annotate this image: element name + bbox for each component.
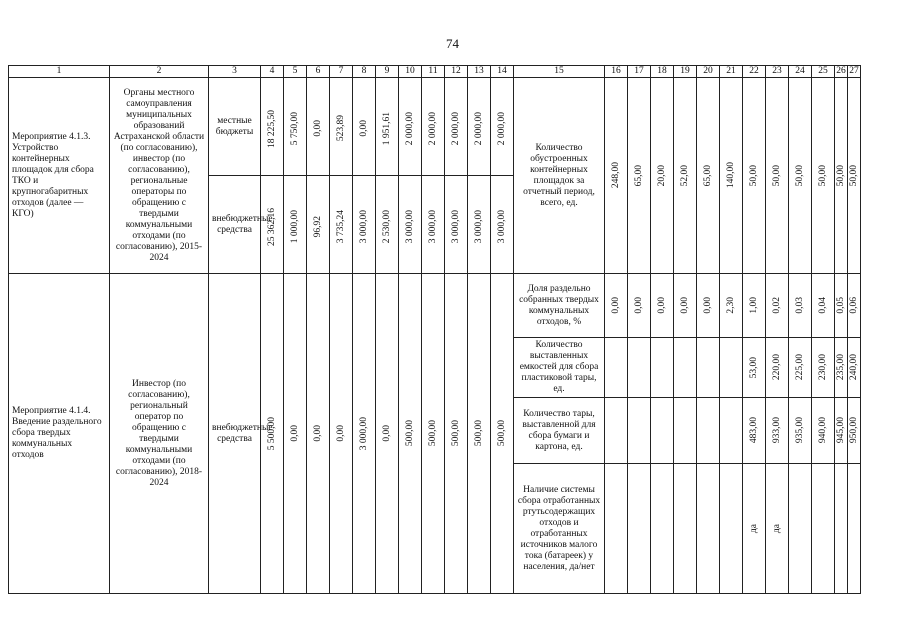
funding-414-cell [491, 274, 514, 594]
indicator-414-value: 235,00 [836, 354, 846, 381]
funding-local-value: 18 225,50 [267, 109, 277, 148]
indicator-414-value: 220,00 [772, 354, 782, 381]
indicator-414-value: 940,00 [818, 417, 828, 444]
col-number: 20 [697, 66, 720, 78]
funding-local-cell [261, 78, 284, 176]
indicator-414-value: 935,00 [795, 417, 805, 444]
page-number: 74 [446, 36, 459, 51]
indicator-414-cell [812, 338, 835, 398]
indicator-414-cell [674, 274, 697, 338]
col-number: 25 [812, 66, 835, 78]
indicator-413-cell [628, 78, 651, 274]
indicator-414-value: 240,00 [849, 354, 859, 381]
indicator-413-cell [743, 78, 766, 274]
funding-source-local: местные бюджеты [209, 78, 261, 176]
funding-414-cell [468, 274, 491, 594]
funding-source-414: внебюджетные средства [209, 274, 261, 594]
indicator-413-name: Количество обустроенных контейнерных площадок за отчетный период, всего, ед. [514, 78, 605, 274]
indicator-414-cell [720, 274, 743, 338]
funding-extra-cell [330, 176, 353, 274]
indicator-414-cell [720, 338, 743, 398]
col-number: 18 [651, 66, 674, 78]
indicator-414-cell [651, 274, 674, 338]
funding-extra-value: 3 735,24 [336, 209, 346, 244]
funding-extra-cell [353, 176, 376, 274]
col-number: 3 [209, 66, 261, 78]
funding-extra-cell [261, 176, 284, 274]
funding-extra-value: 96,92 [313, 215, 323, 238]
funding-local-cell [307, 78, 330, 176]
indicator-413-value: 50,00 [795, 164, 805, 187]
indicator-413-value: 52,00 [680, 164, 690, 187]
indicator-414-cell [697, 274, 720, 338]
indicator-414-cell [674, 398, 697, 464]
funding-extra-cell [422, 176, 445, 274]
indicator-413-cell [605, 78, 628, 274]
funding-414-value: 0,00 [313, 425, 323, 442]
indicator-414-cell [789, 338, 812, 398]
col-number: 19 [674, 66, 697, 78]
indicator-414-value: 0,05 [836, 297, 846, 314]
funding-414-cell [330, 274, 353, 594]
indicator-413-value: 50,00 [749, 164, 759, 187]
indicator-414-cell [605, 338, 628, 398]
header-row [9, 66, 861, 78]
funding-extra-value: 3 000,00 [451, 209, 461, 244]
indicator-414-value: 933,00 [772, 417, 782, 444]
indicator-414-cell [789, 464, 812, 594]
funding-extra-value: 3 000,00 [428, 209, 438, 244]
indicator-413-cell [848, 78, 861, 274]
indicator-414-cell [720, 398, 743, 464]
funding-local-cell [491, 78, 514, 176]
funding-extra-value: 25 362,16 [267, 207, 277, 246]
indicator-414-cell [605, 274, 628, 338]
funding-414-value: 0,00 [382, 425, 392, 442]
funding-extra-cell [445, 176, 468, 274]
indicator-413-value: 50,00 [818, 164, 828, 187]
funding-local-cell [284, 78, 307, 176]
col-number: 17 [628, 66, 651, 78]
col-number: 24 [789, 66, 812, 78]
indicator-414-cell [674, 338, 697, 398]
measures-table [8, 65, 861, 594]
indicator-414-cell [766, 464, 789, 594]
col-number: 21 [720, 66, 743, 78]
col-number: 27 [849, 66, 859, 76]
indicator-414-value: 0,00 [634, 297, 644, 314]
funding-extra-cell [376, 176, 399, 274]
funding-local-cell [353, 78, 376, 176]
indicator-414-cell [743, 274, 766, 338]
funding-414-value: 500,00 [405, 420, 415, 447]
measure-413-name: Мероприятие 4.1.3. Устройство контейнерных площадок для сбора ТКО и крупногабаритных отходов (далее — КГО) [9, 78, 110, 274]
indicator-413-cell [720, 78, 743, 274]
indicator-414-value: да [772, 523, 782, 534]
indicator-414-value: 1,00 [749, 297, 759, 314]
funding-local-cell [468, 78, 491, 176]
indicator-413-value: 50,00 [772, 164, 782, 187]
funding-local-cell [330, 78, 353, 176]
indicator-414-value: 950,00 [849, 417, 859, 444]
indicator-414-cell [720, 464, 743, 594]
indicator-414-cell [628, 398, 651, 464]
measure-414-name: Мероприятие 4.1.4. Введение раздельного сбора твердых коммунальных отходов [9, 274, 110, 594]
indicator-414-cell [697, 398, 720, 464]
indicator-414-cell [835, 398, 848, 464]
col-number: 26 [836, 66, 846, 76]
col-number: 1 [9, 66, 110, 78]
funding-extra-cell [399, 176, 422, 274]
indicator-414-value: 0,03 [795, 297, 805, 314]
col-number: 6 [307, 66, 330, 78]
indicator-414-cell [812, 464, 835, 594]
indicator-413-cell [674, 78, 697, 274]
funding-local-cell [376, 78, 399, 176]
measure-413-row-local [9, 78, 861, 176]
col-number: 15 [514, 66, 605, 78]
col-number: 7 [330, 66, 353, 78]
col-number: 14 [491, 66, 514, 78]
indicator-414-value: 225,00 [795, 354, 805, 381]
indicator-413-cell [835, 78, 848, 274]
funding-414-value: 500,00 [497, 420, 507, 447]
funding-extra-value: 1 000,00 [290, 209, 300, 244]
col-number: 16 [605, 66, 628, 78]
indicator-414-cell [697, 464, 720, 594]
indicator-414-value: 0,00 [657, 297, 667, 314]
col-number: 8 [353, 66, 376, 78]
indicator-414-value: 2,30 [726, 297, 736, 314]
indicator-414-cell [743, 464, 766, 594]
indicator-414-cell [628, 464, 651, 594]
indicator-414-cell [848, 274, 861, 338]
indicator-414-cell [835, 338, 848, 398]
indicator-413-cell [697, 78, 720, 274]
indicator-414-cell [848, 398, 861, 464]
indicator-414-cell [674, 464, 697, 594]
indicator-414-cell [743, 398, 766, 464]
indicator-414-cell [651, 464, 674, 594]
funding-local-value: 2 000,00 [497, 111, 507, 146]
indicator-414-value: 0,02 [772, 297, 782, 314]
indicator-414-cell [812, 398, 835, 464]
funding-414-value: 0,00 [336, 425, 346, 442]
indicator-414-cell [848, 464, 861, 594]
funding-414-value: 5 500,00 [267, 416, 277, 451]
indicator-414-cell [651, 398, 674, 464]
funding-414-cell [284, 274, 307, 594]
indicator-414-value: 945,00 [836, 417, 846, 444]
indicator-414-value: 53,00 [749, 356, 759, 379]
indicator-414-cell [848, 338, 861, 398]
indicator-414-value: 0,04 [818, 297, 828, 314]
measure-414-row-1 [9, 274, 861, 338]
funding-414-cell [445, 274, 468, 594]
indicator-414-cell [628, 338, 651, 398]
funding-extra-value: 3 000,00 [405, 209, 415, 244]
col-number: 10 [399, 66, 422, 78]
indicator-414-name: Количество тары, выставленной для сбора бумаги и картона, ед. [514, 398, 605, 464]
indicator-413-value: 140,00 [726, 162, 736, 189]
indicator-414-cell [812, 274, 835, 338]
funding-local-value: 2 000,00 [474, 111, 484, 146]
indicator-413-value: 50,00 [836, 164, 846, 187]
funding-414-cell [376, 274, 399, 594]
indicator-414-value: 483,00 [749, 417, 759, 444]
indicator-414-value: 0,06 [849, 297, 859, 314]
col-number: 11 [422, 66, 445, 78]
funding-extra-cell [468, 176, 491, 274]
funding-local-cell [422, 78, 445, 176]
funding-local-cell [445, 78, 468, 176]
funding-414-cell [353, 274, 376, 594]
indicator-414-cell [766, 398, 789, 464]
indicator-414-cell [605, 398, 628, 464]
funding-414-cell [399, 274, 422, 594]
funding-extra-cell [284, 176, 307, 274]
indicator-414-cell [743, 338, 766, 398]
indicator-413-cell [789, 78, 812, 274]
funding-414-value: 500,00 [474, 420, 484, 447]
indicator-414-cell [628, 274, 651, 338]
funding-414-value: 3 000,00 [359, 416, 369, 451]
indicator-414-cell [835, 274, 848, 338]
col-number: 5 [284, 66, 307, 78]
indicator-414-cell [766, 338, 789, 398]
funding-414-cell [307, 274, 330, 594]
indicator-413-cell [766, 78, 789, 274]
funding-414-cell [422, 274, 445, 594]
indicator-414-name: Количество выставленных емкостей для сбора пластиковой тары, ед. [514, 338, 605, 398]
funding-extra-value: 2 530,00 [382, 209, 392, 244]
funding-source-extra: внебюджетные средства [209, 176, 261, 274]
funding-extra-cell [307, 176, 330, 274]
funding-local-value: 0,00 [359, 120, 369, 137]
funding-local-value: 523,89 [336, 115, 346, 142]
funding-414-value: 500,00 [428, 420, 438, 447]
indicator-414-name: Доля раздельно собранных твердых коммунальных отходов, % [514, 274, 605, 338]
col-number: 22 [743, 66, 766, 78]
indicator-414-value: 0,00 [703, 297, 713, 314]
indicator-413-value: 65,00 [634, 164, 644, 187]
funding-extra-value: 3 000,00 [474, 209, 484, 244]
funding-414-value: 500,00 [451, 420, 461, 447]
indicator-413-value: 50,00 [849, 164, 859, 187]
col-number: 2 [110, 66, 209, 78]
funding-extra-value: 3 000,00 [497, 209, 507, 244]
funding-local-value: 5 750,00 [290, 111, 300, 146]
col-number: 4 [261, 66, 284, 78]
indicator-414-cell [697, 338, 720, 398]
col-number: 13 [468, 66, 491, 78]
indicator-413-cell [651, 78, 674, 274]
indicator-413-value: 20,00 [657, 164, 667, 187]
indicator-414-name: Наличие системы сбора отработанных ртутьсодержащих отходов и отработанных источников малого тока (батареек) у населения, да/нет [514, 464, 605, 594]
funding-extra-cell [491, 176, 514, 274]
indicator-414-cell [835, 464, 848, 594]
measure-413-executor: Органы местного самоуправления муниципальных образований Астраханской области (по согласованию), инвестор (по согласованию), региональные операторы по обращению с твердыми коммунальными отходами (по согласованию), 2015-2024 [110, 78, 209, 274]
indicator-414-value: 0,00 [611, 297, 621, 314]
funding-local-cell [399, 78, 422, 176]
funding-extra-value: 3 000,00 [359, 209, 369, 244]
indicator-413-cell [812, 78, 835, 274]
indicator-414-cell [789, 398, 812, 464]
funding-local-value: 1 951,61 [382, 111, 392, 146]
col-number: 12 [445, 66, 468, 78]
indicator-414-cell [605, 464, 628, 594]
col-number: 23 [766, 66, 789, 78]
funding-414-value: 0,00 [290, 425, 300, 442]
indicator-413-value: 248,00 [611, 162, 621, 189]
indicator-413-value: 65,00 [703, 164, 713, 187]
indicator-414-value: 0,00 [680, 297, 690, 314]
col-number: 9 [376, 66, 399, 78]
funding-local-value: 0,00 [313, 120, 323, 137]
indicator-414-cell [766, 274, 789, 338]
indicator-414-cell [789, 274, 812, 338]
funding-local-value: 2 000,00 [405, 111, 415, 146]
measure-414-executor: Инвестор (по согласованию), региональный оператор по обращению с твердыми коммунальными отходами (по согласованию), 2018-2024 [110, 274, 209, 594]
indicator-414-cell [651, 338, 674, 398]
funding-414-cell [261, 274, 284, 594]
indicator-414-value: 230,00 [818, 354, 828, 381]
indicator-414-value: да [749, 523, 759, 534]
funding-local-value: 2 000,00 [451, 111, 461, 146]
funding-local-value: 2 000,00 [428, 111, 438, 146]
